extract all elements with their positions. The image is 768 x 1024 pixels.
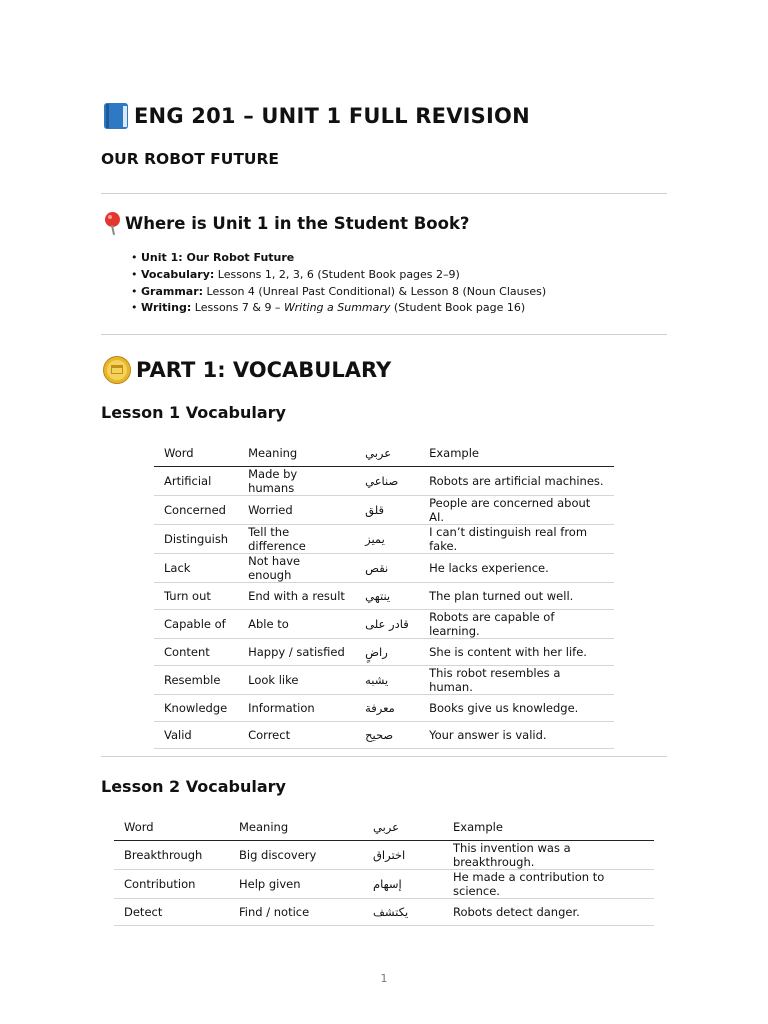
word-cell: Distinguish bbox=[154, 525, 238, 554]
column-header: Example bbox=[443, 814, 654, 841]
example-cell: Robots detect danger. bbox=[443, 899, 654, 926]
unit-location-list bbox=[131, 250, 546, 317]
column-header: Meaning bbox=[229, 814, 363, 841]
lesson1-heading: Lesson 1 Vocabulary bbox=[101, 403, 286, 422]
example-cell: Your answer is valid. bbox=[419, 722, 614, 749]
where-heading: Where is Unit 1 in the Student Book? bbox=[125, 213, 470, 233]
arabic-cell: صحيح bbox=[355, 722, 419, 749]
example-cell: People are concerned about AI. bbox=[419, 496, 614, 525]
table-row bbox=[154, 639, 614, 666]
lesson2-vocab-table bbox=[114, 814, 654, 926]
table-row bbox=[114, 899, 654, 926]
table-row bbox=[154, 554, 614, 583]
example-cell: Robots are artificial machines. bbox=[419, 467, 614, 496]
divider bbox=[101, 193, 667, 194]
divider bbox=[101, 756, 667, 757]
table-header-row bbox=[154, 440, 614, 467]
meaning-cell: Look like bbox=[238, 666, 355, 695]
document-title: ENG 201 – UNIT 1 FULL REVISION bbox=[134, 104, 530, 128]
meaning-cell: Tell the difference bbox=[238, 525, 355, 554]
meaning-cell: Big discovery bbox=[229, 841, 363, 870]
blue-book-icon bbox=[101, 101, 131, 131]
meaning-cell: Worried bbox=[238, 496, 355, 525]
where-section-header bbox=[101, 210, 470, 236]
meaning-cell: Correct bbox=[238, 722, 355, 749]
example-cell: The plan turned out well. bbox=[419, 583, 614, 610]
page-number: 1 bbox=[380, 972, 388, 985]
list-item: • Vocabulary: Lessons 1, 2, 3, 6 (Student Book pages 2–9) bbox=[131, 267, 546, 284]
column-header: Meaning bbox=[238, 440, 355, 467]
word-cell: Turn out bbox=[154, 583, 238, 610]
meaning-cell: Happy / satisfied bbox=[238, 639, 355, 666]
arabic-cell: قلق bbox=[355, 496, 419, 525]
title-row bbox=[101, 101, 530, 131]
document-subtitle: OUR ROBOT FUTURE bbox=[101, 150, 280, 168]
table-row bbox=[154, 496, 614, 525]
lesson2-heading: Lesson 2 Vocabulary bbox=[101, 777, 286, 796]
example-cell: Books give us knowledge. bbox=[419, 695, 614, 722]
meaning-cell: Able to bbox=[238, 610, 355, 639]
column-header: عربي bbox=[355, 440, 419, 467]
list-item: • Writing: Lessons 7 & 9 – Writing a Summary (Student Book page 16) bbox=[131, 300, 546, 317]
table-row bbox=[154, 722, 614, 749]
meaning-cell: Help given bbox=[229, 870, 363, 899]
table-row bbox=[154, 666, 614, 695]
table-row bbox=[154, 525, 614, 554]
word-cell: Lack bbox=[154, 554, 238, 583]
arabic-cell: يشبه bbox=[355, 666, 419, 695]
example-cell: I can’t distinguish real from fake. bbox=[419, 525, 614, 554]
word-cell: Content bbox=[154, 639, 238, 666]
part1-header bbox=[101, 354, 391, 386]
arabic-cell: صناعي bbox=[355, 467, 419, 496]
table-row bbox=[154, 583, 614, 610]
word-cell: Concerned bbox=[154, 496, 238, 525]
word-cell: Detect bbox=[114, 899, 229, 926]
arabic-cell: إسهام bbox=[363, 870, 443, 899]
word-cell: Capable of bbox=[154, 610, 238, 639]
column-header: Word bbox=[114, 814, 229, 841]
meaning-cell: End with a result bbox=[238, 583, 355, 610]
arabic-cell: راضٍ bbox=[355, 639, 419, 666]
table-row bbox=[114, 841, 654, 870]
example-cell: Robots are capable of learning. bbox=[419, 610, 614, 639]
word-cell: Resemble bbox=[154, 666, 238, 695]
table-row bbox=[154, 610, 614, 639]
example-cell: This invention was a breakthrough. bbox=[443, 841, 654, 870]
word-cell: Breakthrough bbox=[114, 841, 229, 870]
table-row bbox=[154, 695, 614, 722]
word-cell: Artificial bbox=[154, 467, 238, 496]
word-cell: Contribution bbox=[114, 870, 229, 899]
table-header-row bbox=[114, 814, 654, 841]
part1-heading: PART 1: VOCABULARY bbox=[136, 358, 392, 382]
meaning-cell: Information bbox=[238, 695, 355, 722]
example-cell: This robot resembles a human. bbox=[419, 666, 614, 695]
arabic-cell: يميز bbox=[355, 525, 419, 554]
arabic-cell: قادر على bbox=[355, 610, 419, 639]
word-cell: Valid bbox=[154, 722, 238, 749]
word-cell: Knowledge bbox=[154, 695, 238, 722]
meaning-cell: Made by humans bbox=[238, 467, 355, 496]
arabic-cell: يكتشف bbox=[363, 899, 443, 926]
example-cell: He made a contribution to science. bbox=[443, 870, 654, 899]
column-header: Word bbox=[154, 440, 238, 467]
arabic-cell: ينتهي bbox=[355, 583, 419, 610]
example-cell: He lacks experience. bbox=[419, 554, 614, 583]
lesson1-vocab-table bbox=[154, 440, 614, 749]
coin-icon bbox=[101, 354, 133, 386]
arabic-cell: نقص bbox=[355, 554, 419, 583]
list-item: • Grammar: Lesson 4 (Unreal Past Conditional) & Lesson 8 (Noun Clauses) bbox=[131, 284, 546, 301]
arabic-cell: اختراق bbox=[363, 841, 443, 870]
table-row bbox=[114, 870, 654, 899]
list-item: • Unit 1: Our Robot Future bbox=[131, 250, 546, 267]
round-pushpin-icon bbox=[101, 210, 125, 236]
meaning-cell: Not have enough bbox=[238, 554, 355, 583]
meaning-cell: Find / notice bbox=[229, 899, 363, 926]
example-cell: She is content with her life. bbox=[419, 639, 614, 666]
column-header: عربي bbox=[363, 814, 443, 841]
divider bbox=[101, 334, 667, 335]
column-header: Example bbox=[419, 440, 614, 467]
arabic-cell: معرفة bbox=[355, 695, 419, 722]
table-row bbox=[154, 467, 614, 496]
